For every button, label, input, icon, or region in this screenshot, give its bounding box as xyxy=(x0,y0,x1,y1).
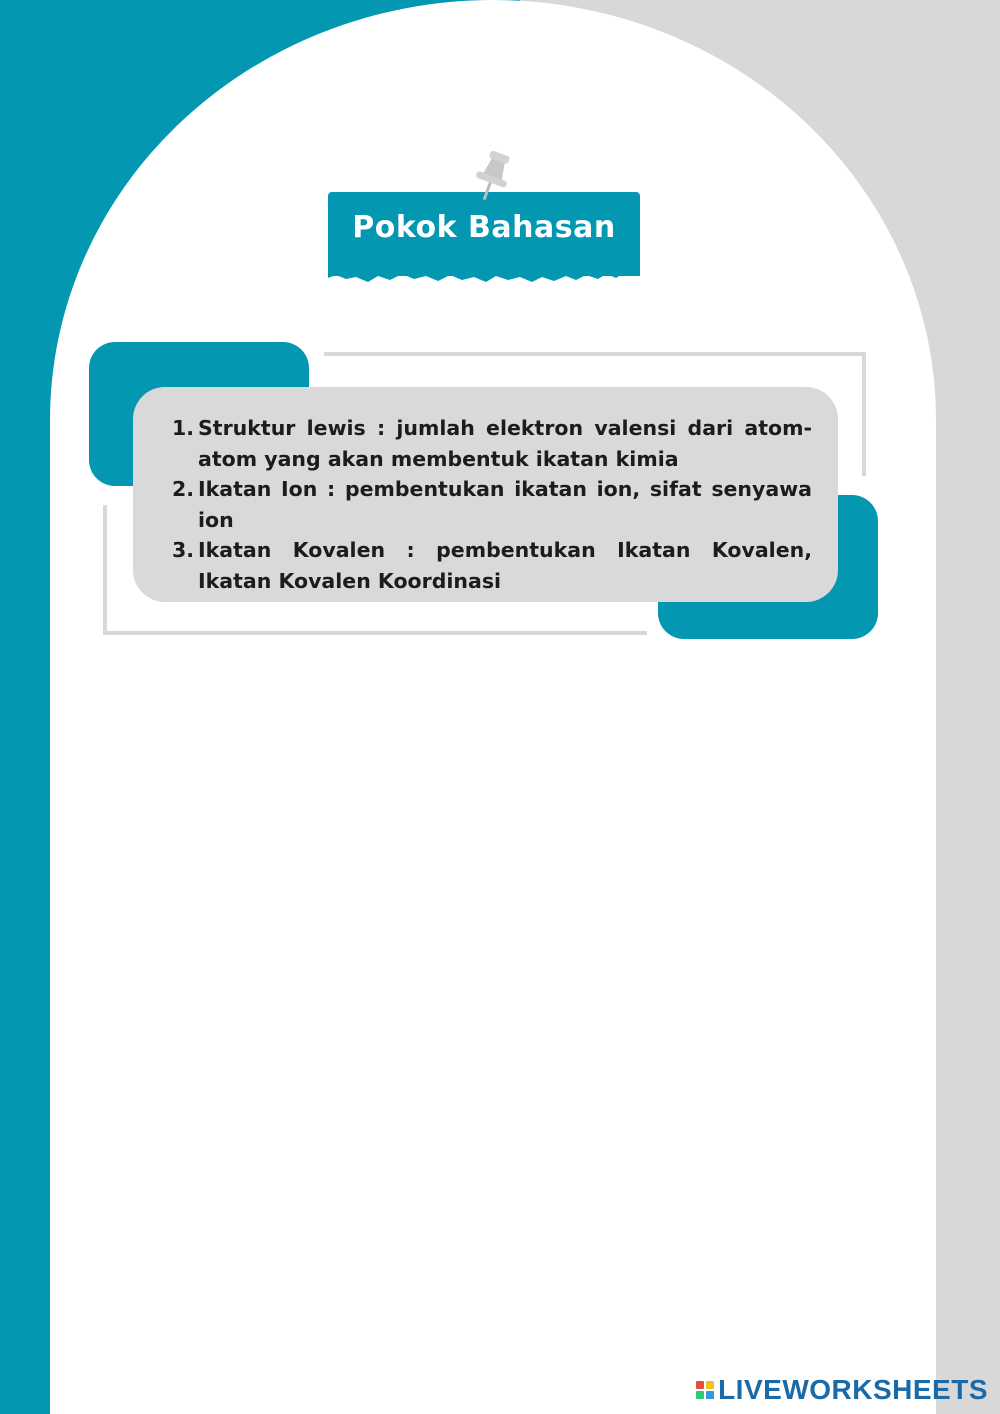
footer-brand-text: LIVEWORKSHEETS xyxy=(718,1374,988,1405)
list-item xyxy=(170,413,812,474)
list-item-text: Ikatan Ion : pembentukan ikatan ion, sifat senyawa ion xyxy=(198,477,812,532)
footer-logo[interactable] xyxy=(696,1374,988,1406)
list-item-number: 1. xyxy=(171,416,194,440)
title-tag-torn-edge xyxy=(328,264,640,286)
liveworksheets-logo-icon xyxy=(696,1381,714,1399)
list-item xyxy=(170,474,812,535)
list-item xyxy=(170,535,812,596)
list-item-number: 3. xyxy=(171,538,194,562)
list-item-number: 2. xyxy=(171,477,194,501)
push-pin-icon xyxy=(462,148,522,208)
page-title: Pokok Bahasan xyxy=(352,210,616,245)
list-item-text: Struktur lewis : jumlah elektron valensi dari atom-atom yang akan membentuk ikatan kimia xyxy=(198,416,812,471)
list-item-text: Ikatan Kovalen : pembentukan Ikatan Kovalen, Ikatan Kovalen Koordinasi xyxy=(198,538,812,593)
topics-list xyxy=(170,413,812,596)
